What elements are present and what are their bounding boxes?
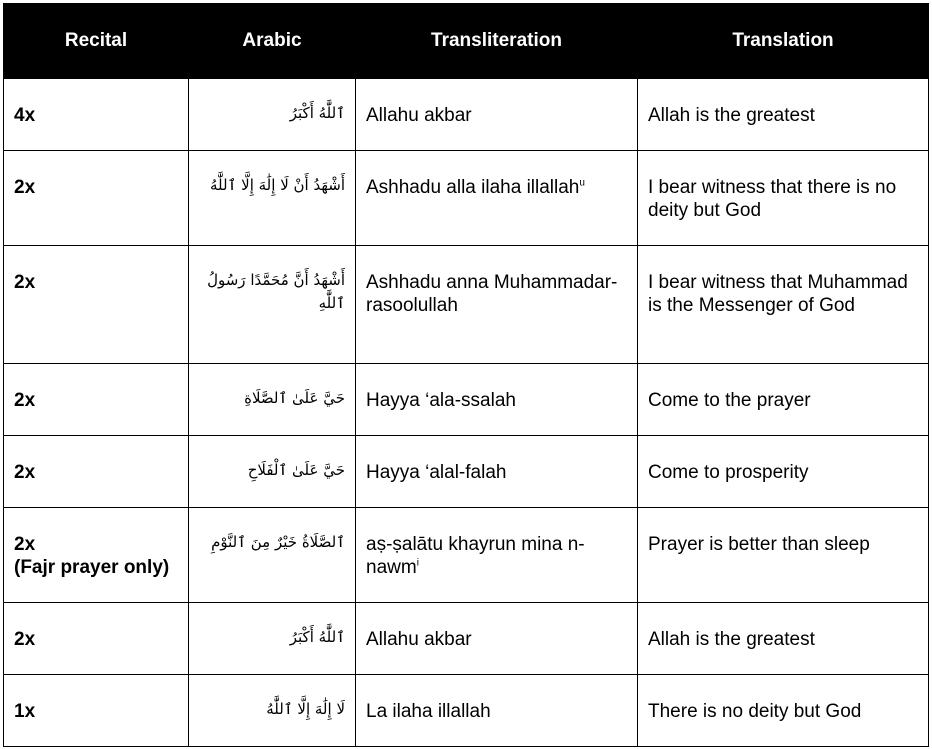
header-arabic: Arabic xyxy=(189,4,356,79)
translation-cell xyxy=(638,79,929,151)
header-row xyxy=(4,4,929,79)
translation-cell xyxy=(638,508,929,603)
footnote-marker: u xyxy=(579,177,585,189)
transliteration-cell xyxy=(356,364,638,436)
translation-cell xyxy=(638,364,929,436)
recital-note: (Fajr prayer only) xyxy=(14,557,170,578)
arabic-text: أَشْهَدُ أَنَّ مُحَمَّدًا رَسُولُ ٱللَّٰهِ xyxy=(207,271,345,312)
translation-cell xyxy=(638,151,929,246)
recital-count: 2x xyxy=(14,177,36,198)
transliteration-text: Allahu akbar xyxy=(366,629,472,650)
table-body xyxy=(4,79,929,747)
arabic-text: حَيَّ عَلَىٰ ٱلْفَلَاحِ xyxy=(247,461,345,479)
arabic-cell xyxy=(189,364,356,436)
arabic-text: ٱللَّٰهُ أَكْبَرُ xyxy=(289,628,345,646)
recital-cell xyxy=(4,151,189,246)
transliteration-text: Ashhadu alla ilaha illallah xyxy=(366,177,580,198)
recital-count: 2x xyxy=(14,390,36,411)
arabic-cell xyxy=(189,603,356,675)
adhan-table xyxy=(3,3,929,747)
table-row xyxy=(4,79,929,151)
transliteration-cell xyxy=(356,151,638,246)
footnote-marker: i xyxy=(416,557,419,569)
translation-cell xyxy=(638,675,929,747)
transliteration-text: La ilaha illallah xyxy=(366,701,491,722)
recital-cell xyxy=(4,603,189,675)
table-row xyxy=(4,364,929,436)
recital-cell xyxy=(4,436,189,508)
recital-count: 2x xyxy=(14,534,36,555)
translation-text: Allah is the greatest xyxy=(648,105,815,126)
translation-text: Come to the prayer xyxy=(648,390,811,411)
table-row xyxy=(4,436,929,508)
transliteration-cell xyxy=(356,603,638,675)
transliteration-text: Hayya ‘ala-ssalah xyxy=(366,390,516,411)
header-translation: Translation xyxy=(638,4,929,79)
table-row xyxy=(4,246,929,364)
table-row xyxy=(4,675,929,747)
table-row xyxy=(4,603,929,675)
transliteration-text: Allahu akbar xyxy=(366,105,472,126)
recital-count: 2x xyxy=(14,462,36,483)
recital-cell xyxy=(4,364,189,436)
transliteration-cell xyxy=(356,436,638,508)
table-header xyxy=(4,4,929,79)
header-transliteration: Transliteration xyxy=(356,4,638,79)
transliteration-cell xyxy=(356,246,638,364)
arabic-cell xyxy=(189,508,356,603)
transliteration-text: aṣ-ṣalātu khayrun mina n-nawm xyxy=(366,534,585,578)
arabic-cell xyxy=(189,246,356,364)
recital-cell xyxy=(4,246,189,364)
translation-text: Allah is the greatest xyxy=(648,629,815,650)
arabic-cell xyxy=(189,675,356,747)
translation-text: I bear witness that there is no deity but God xyxy=(648,177,897,221)
arabic-text: أَشْهَدُ أَنْ لَا إِلَٰهَ إِلَّا ٱللَّٰهُ xyxy=(210,176,345,194)
translation-cell xyxy=(638,603,929,675)
table-row xyxy=(4,151,929,246)
recital-cell xyxy=(4,79,189,151)
recital-count: 1x xyxy=(14,701,36,722)
recital-count: 2x xyxy=(14,272,36,293)
translation-cell xyxy=(638,246,929,364)
translation-text: Come to prosperity xyxy=(648,462,809,483)
transliteration-text: Hayya ‘alal-falah xyxy=(366,462,507,483)
translation-cell xyxy=(638,436,929,508)
translation-text: Prayer is better than sleep xyxy=(648,534,870,555)
transliteration-text: Ashhadu anna Muhammadar-rasoolullah xyxy=(366,272,618,316)
recital-cell xyxy=(4,675,189,747)
arabic-cell xyxy=(189,151,356,246)
arabic-text: حَيَّ عَلَىٰ ٱلصَّلَاةِ xyxy=(244,389,345,407)
arabic-text: ٱللَّٰهُ أَكْبَرُ xyxy=(289,104,345,122)
arabic-text: ٱلصَّلَاةُ خَيْرٌ مِنَ ٱلنَّوْمِ xyxy=(211,533,345,551)
recital-count: 2x xyxy=(14,629,36,650)
arabic-cell xyxy=(189,436,356,508)
arabic-text: لَا إِلَٰهَ إِلَّا ٱللَّٰهُ xyxy=(266,700,345,718)
arabic-cell xyxy=(189,79,356,151)
transliteration-cell xyxy=(356,79,638,151)
transliteration-cell xyxy=(356,508,638,603)
translation-text: I bear witness that Muhammad is the Messenger of God xyxy=(648,272,908,316)
table-row xyxy=(4,508,929,603)
translation-text: There is no deity but God xyxy=(648,701,862,722)
transliteration-cell xyxy=(356,675,638,747)
recital-count: 4x xyxy=(14,105,36,126)
header-recital: Recital xyxy=(4,4,189,79)
recital-cell xyxy=(4,508,189,603)
